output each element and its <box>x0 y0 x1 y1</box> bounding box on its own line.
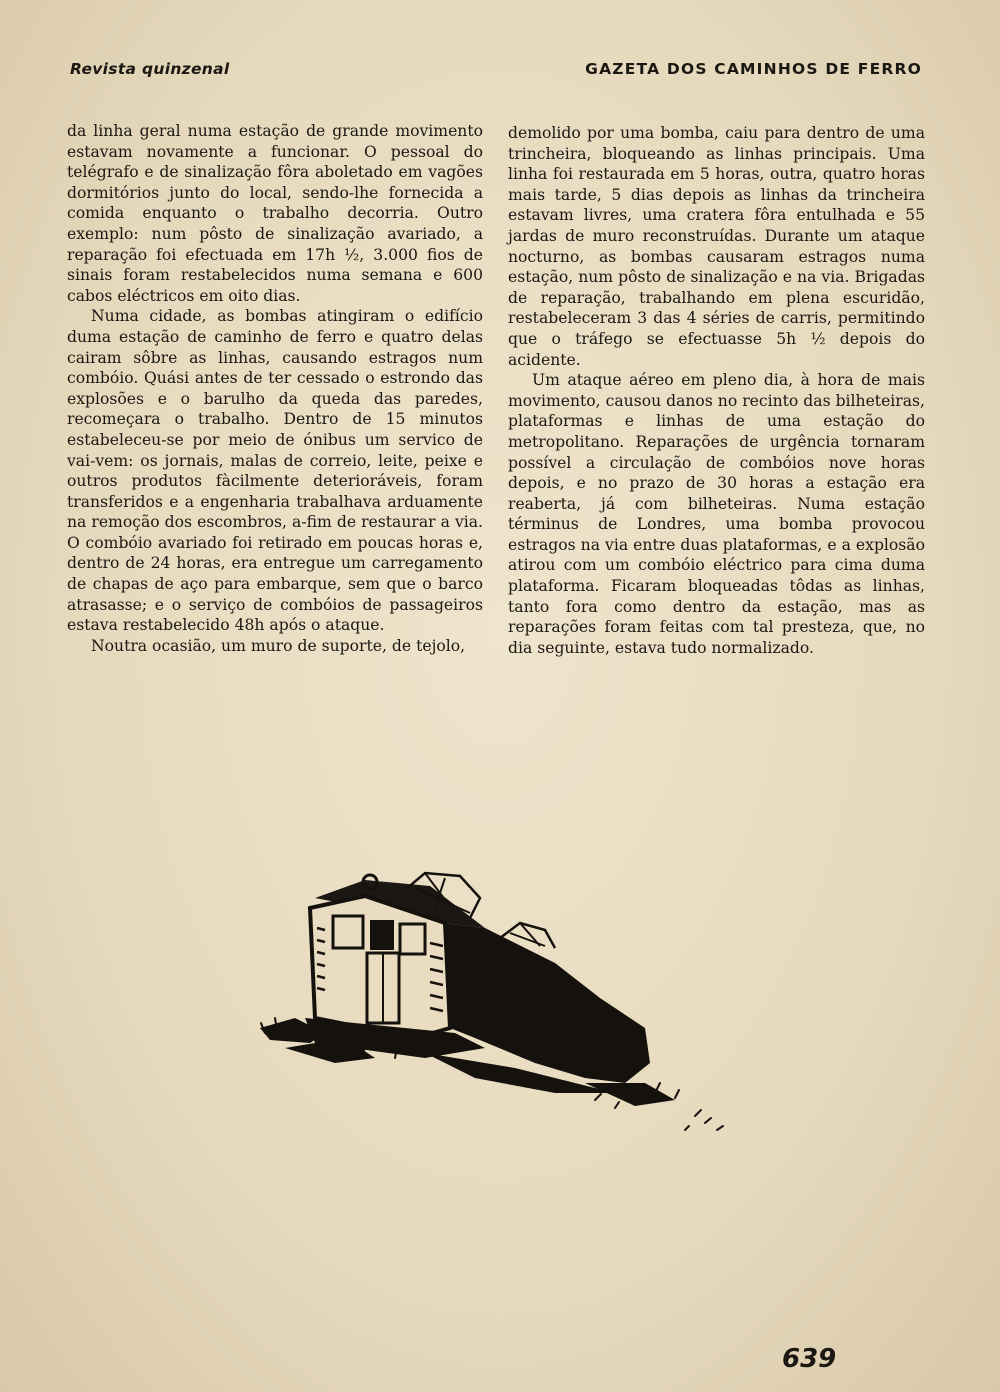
paragraph: Noutra ocasião, um muro de suporte, de tejolo, <box>91 636 466 655</box>
train-drawing <box>255 868 735 1143</box>
left-column <box>67 121 483 656</box>
header-right-title: GAZETA DOS CAMINHOS DE FERRO <box>585 60 922 78</box>
header-left-title: Revista quinzenal <box>70 60 230 78</box>
paragraph: Um ataque aéreo em pleno dia, à hora de mais movimento, causou danos no recinto das bilheteiras, plataformas e linhas de uma estação do metropolitano. Reparações de urgência tornaram possível a circulação de combóios nove horas depois, e no prazo de 30 horas a estação era reaberta, já com bilheteiras. Numa estação términus de Londres, uma bomba provocou estragos na via entre duas plataformas, e a explosão atirou com um combóio eléctrico para cima duma plataforma. Ficaram bloqueadas tôdas as linhas, tanto fora como dentro da estação, mas as reparações foram feitas com tal presteza, que, no dia seguinte, estava tudo normalizado. <box>508 371 925 657</box>
paragraph: da linha geral numa estação de grande movimento estavam novamente a funcionar. O pessoal do telégrafo e de sinalização fôra aboletado em vagões dormitórios junto do local, sendo-lhe fornecida a comida enquanto o trabalho decorria. Outro exemplo: num pôsto de sinalização avariado, a reparação foi efectuada em 17h ½, 3.000 fios de sinais foram restabelecidos numa semana e 600 cabos eléctricos em oito dias. <box>67 122 483 305</box>
electric-train-illustration <box>255 868 735 1143</box>
right-column <box>508 123 925 658</box>
page-number: 639 <box>782 1344 837 1374</box>
running-header <box>70 60 922 86</box>
paragraph: Numa cidade, as bombas atingiram o edifício duma estação de caminho de ferro e quatro delas cairam sôbre as linhas, causando estragos num combóio. Quási antes de ter cessado o estrondo das explosões e o barulho da queda das paredes, recomeçara o trabalho. Dentro de 15 minutos estabeleceu-se por meio de ónibus um servico de vai-vem: os jornais, malas de correio, leite, peixe e outros produtos fàcilmente deterioráveis, foram transferidos e a engenharia trabalhava arduamente na remoção dos escombros, a-fim de restaurar a via. O combóio avariado foi retirado em poucas horas e, dentro de 24 horas, era entregue um carregamento de chapas de aço para embarque, sem que o barco atrasasse; e o serviço de combóios de passageiros estava restabelecido 48h após o ataque. <box>67 307 483 635</box>
paragraph: demolido por uma bomba, caiu para dentro de uma trincheira, bloqueando as linhas principais. Uma linha foi restaurada em 5 horas, outra, quatro horas mais tarde, 5 dias depois as linhas da trincheira estavam livres, uma cratera fôra entulhada e 55 jardas de muro reconstruídas. Durante um ataque nocturno, as bombas causaram estragos numa estação, num pôsto de sinalização e na via. Brigadas de reparação, trabalhando em plena escuridão, restabeleceram 3 das 4 séries de carris, permitindo que o tráfego se efectuasse 5h ½ depois do acidente. <box>508 124 925 369</box>
